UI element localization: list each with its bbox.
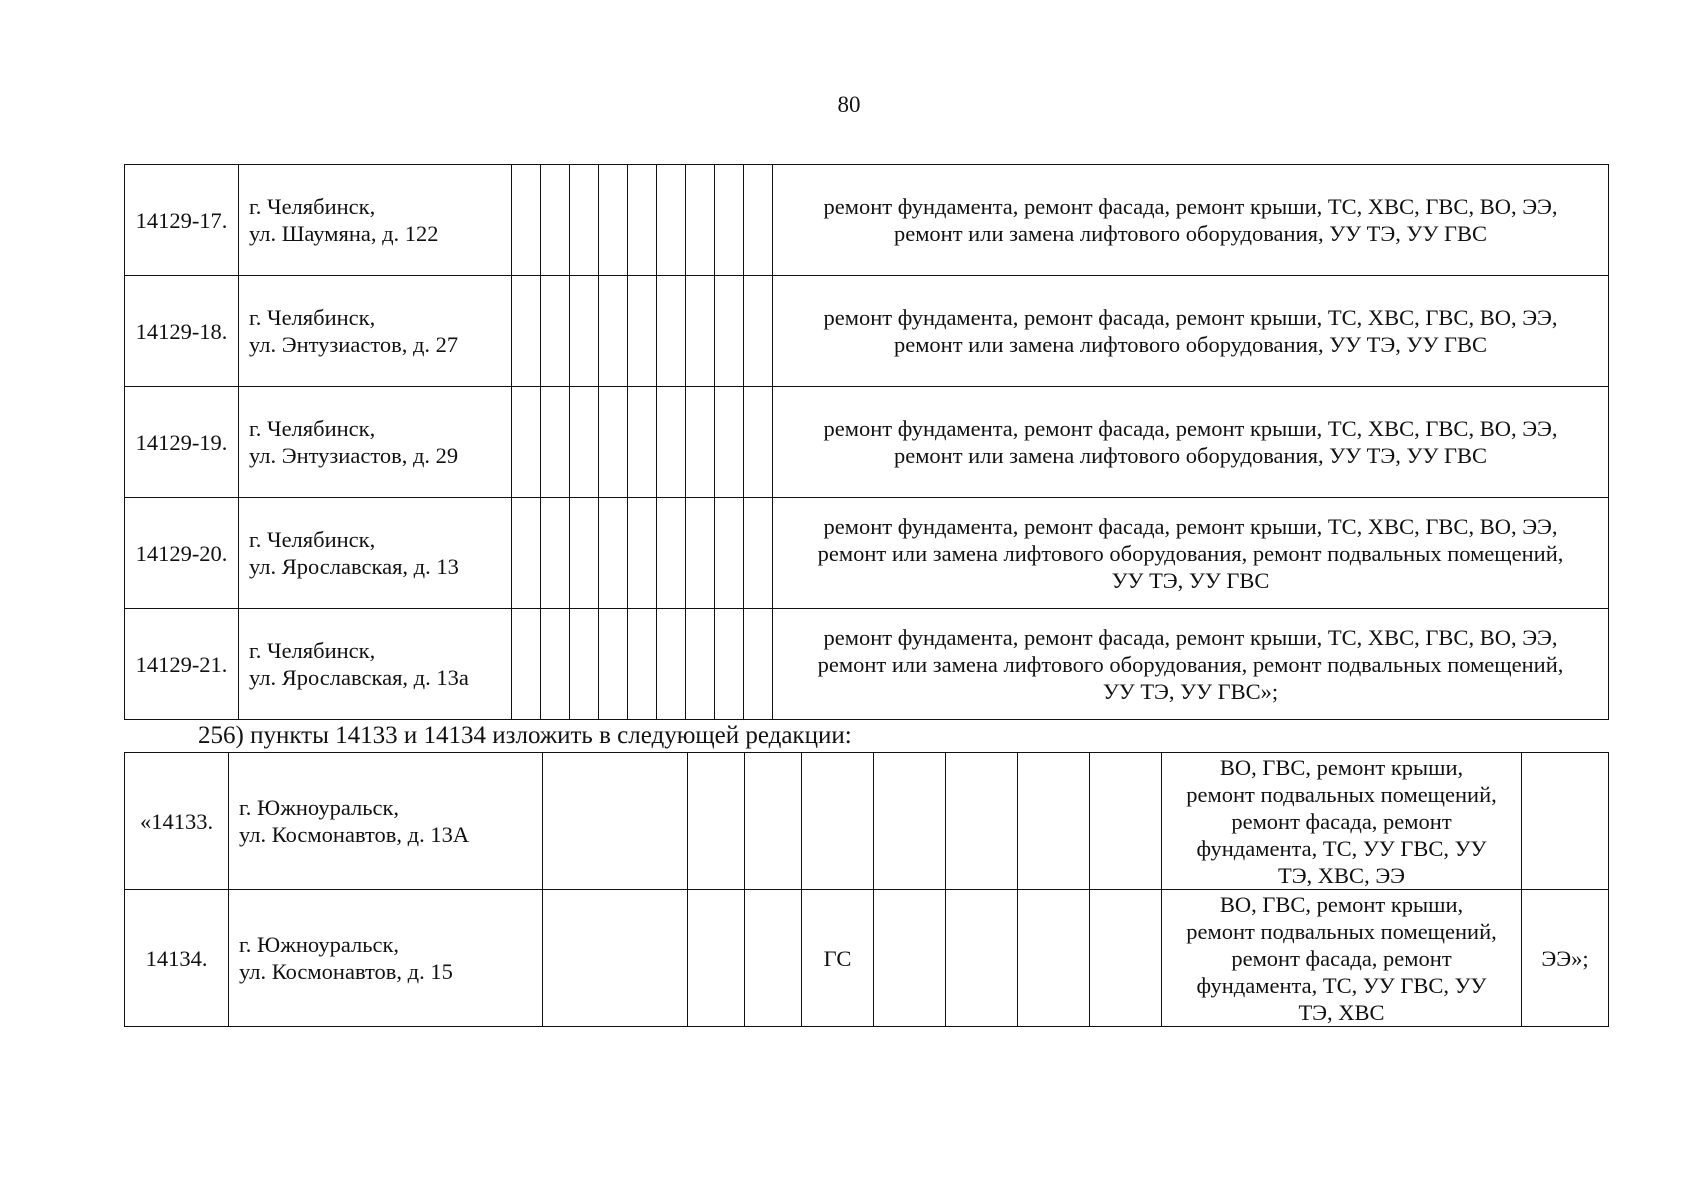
works-line: УУ ТЭ, УУ ГВС»; (1102, 678, 1279, 704)
address-cell (239, 276, 512, 387)
works-line: ремонт фундамента, ремонт фасада, ремонт крыши, ТС, ХВС, ГВС, ВО, ЭЭ, (823, 416, 1558, 441)
empty-cell (715, 276, 744, 387)
table-row (125, 609, 1609, 720)
works-line: ремонт или замена лифтового оборудования, УУ ТЭ, УУ ГВС (893, 332, 1488, 357)
gs-cell (802, 753, 874, 890)
empty-cell (541, 609, 570, 720)
empty-cell (744, 165, 773, 276)
empty-cell (686, 498, 715, 609)
works-line: ремонт подвальных помещений, (1186, 781, 1497, 807)
table-row (125, 276, 1609, 387)
empty-cell (543, 753, 688, 890)
empty-cell (715, 609, 744, 720)
works-line: ремонт подвальных помещений, (1186, 918, 1497, 944)
last-cell (1522, 753, 1609, 890)
empty-cell (657, 387, 686, 498)
empty-cell (541, 498, 570, 609)
works-cell (1162, 753, 1522, 890)
empty-cell (543, 890, 688, 1027)
empty-cell (599, 165, 628, 276)
empty-cell (628, 609, 657, 720)
address-cell (229, 753, 543, 890)
address-cell (229, 890, 543, 1027)
works-line: УУ ТЭ, УУ ГВС (1111, 567, 1270, 593)
empty-cell (570, 276, 599, 387)
empty-cell (541, 387, 570, 498)
works-line: ремонт фундамента, ремонт фасада, ремонт крыши, ТС, ХВС, ГВС, ВО, ЭЭ, (823, 305, 1558, 330)
last-cell: ЭЭ»; (1522, 890, 1609, 1027)
empty-cell (688, 753, 745, 890)
works-line: ремонт фундамента, ремонт фасада, ремонт крыши, ТС, ХВС, ГВС, ВО, ЭЭ, (823, 624, 1558, 650)
amendment-instruction: 256) пункты 14133 и 14134 изложить в следующей редакции: (198, 722, 852, 749)
works-line: ремонт фундамента, ремонт фасада, ремонт крыши, ТС, ХВС, ГВС, ВО, ЭЭ, (823, 513, 1558, 539)
item-number: 14129-21. (125, 609, 239, 720)
empty-cell (541, 276, 570, 387)
empty-cell (715, 498, 744, 609)
item-number: 14129-20. (125, 498, 239, 609)
empty-cell (628, 498, 657, 609)
empty-cell (657, 276, 686, 387)
works-line: ремонт фасада, ремонт (1231, 945, 1452, 971)
address-street: ул. Ярославская, д. 13а (249, 665, 469, 690)
works-line: фундамента, ТС, УУ ГВС, УУ (1196, 972, 1487, 998)
item-number: 14134. (125, 890, 229, 1027)
empty-cell (744, 498, 773, 609)
address-city: г. Южноуральск, (239, 932, 400, 957)
address-city: г. Челябинск, (249, 527, 376, 552)
empty-cell (512, 165, 541, 276)
empty-cell (1090, 890, 1162, 1027)
address-cell (239, 498, 512, 609)
page-number: 80 (837, 92, 861, 117)
gs-cell: ГС (802, 890, 874, 1027)
empty-cell (1090, 753, 1162, 890)
empty-cell (946, 753, 1018, 890)
table-row (125, 890, 1609, 1027)
item-number: «14133. (125, 753, 229, 890)
works-line: ВО, ГВС, ремонт крыши, (1219, 754, 1464, 780)
empty-cell (686, 387, 715, 498)
empty-cell (874, 753, 946, 890)
address-street: ул. Космонавтов, д. 15 (239, 959, 453, 984)
empty-cell (628, 276, 657, 387)
works-line: ремонт или замена лифтового оборудования, ремонт подвальных помещений, (817, 540, 1564, 566)
works-line: ремонт или замена лифтового оборудования, УУ ТЭ, УУ ГВС (893, 221, 1488, 246)
empty-cell (512, 498, 541, 609)
empty-cell (715, 165, 744, 276)
empty-cell (512, 276, 541, 387)
address-street: ул. Шаумяна, д. 122 (249, 221, 439, 246)
works-cell (1162, 890, 1522, 1027)
empty-cell (686, 165, 715, 276)
address-cell (239, 609, 512, 720)
address-city: г. Челябинск, (249, 194, 376, 219)
table-row (125, 753, 1609, 890)
works-cell (773, 276, 1609, 387)
works-line: ремонт фундамента, ремонт фасада, ремонт крыши, ТС, ХВС, ГВС, ВО, ЭЭ, (823, 194, 1558, 219)
item-number: 14129-17. (125, 165, 239, 276)
address-cell (239, 387, 512, 498)
empty-cell (744, 609, 773, 720)
works-line: ремонт или замена лифтового оборудования, ремонт подвальных помещений, (817, 651, 1564, 677)
empty-cell (657, 498, 686, 609)
works-cell (773, 387, 1609, 498)
empty-cell (570, 498, 599, 609)
address-city: г. Челябинск, (249, 305, 376, 330)
item-number: 14129-19. (125, 387, 239, 498)
empty-cell (1018, 890, 1090, 1027)
works-line: ВО, ГВС, ремонт крыши, (1219, 891, 1464, 917)
empty-cell (874, 890, 946, 1027)
address-city: г. Челябинск, (249, 416, 376, 441)
works-line: ТЭ, ХВС, ЭЭ (1277, 862, 1406, 888)
empty-cell (628, 165, 657, 276)
address-street: ул. Энтузиастов, д. 29 (249, 443, 459, 468)
empty-cell (744, 387, 773, 498)
works-table-yuzhnouralsk (124, 752, 1609, 1027)
empty-cell (657, 609, 686, 720)
empty-cell (946, 890, 1018, 1027)
works-line: фундамента, ТС, УУ ГВС, УУ (1196, 835, 1487, 861)
works-cell (773, 165, 1609, 276)
empty-cell (512, 387, 541, 498)
table-row (125, 165, 1609, 276)
empty-cell (541, 165, 570, 276)
table-row (125, 498, 1609, 609)
address-street: ул. Энтузиастов, д. 27 (249, 332, 459, 357)
empty-cell (745, 753, 802, 890)
empty-cell (686, 609, 715, 720)
address-street: ул. Космонавтов, д. 13А (239, 822, 470, 847)
empty-cell (688, 890, 745, 1027)
address-street: ул. Ярославская, д. 13 (249, 554, 459, 579)
empty-cell (745, 890, 802, 1027)
empty-cell (715, 387, 744, 498)
item-number: 14129-18. (125, 276, 239, 387)
empty-cell (744, 276, 773, 387)
works-line: ремонт фасада, ремонт (1231, 808, 1452, 834)
works-table-chelyabinsk (124, 164, 1609, 720)
works-cell (773, 609, 1609, 720)
empty-cell (599, 609, 628, 720)
empty-cell (686, 276, 715, 387)
table-row (125, 387, 1609, 498)
empty-cell (599, 387, 628, 498)
works-line: ТЭ, ХВС (1298, 999, 1385, 1025)
empty-cell (1018, 753, 1090, 890)
address-city: г. Челябинск, (249, 638, 376, 663)
empty-cell (570, 165, 599, 276)
empty-cell (628, 387, 657, 498)
empty-cell (599, 498, 628, 609)
works-line: ремонт или замена лифтового оборудования, УУ ТЭ, УУ ГВС (893, 443, 1488, 468)
empty-cell (512, 609, 541, 720)
address-cell (239, 165, 512, 276)
empty-cell (657, 165, 686, 276)
empty-cell (599, 276, 628, 387)
empty-cell (570, 609, 599, 720)
empty-cell (570, 387, 599, 498)
works-cell (773, 498, 1609, 609)
address-city: г. Южноуральск, (239, 795, 400, 820)
